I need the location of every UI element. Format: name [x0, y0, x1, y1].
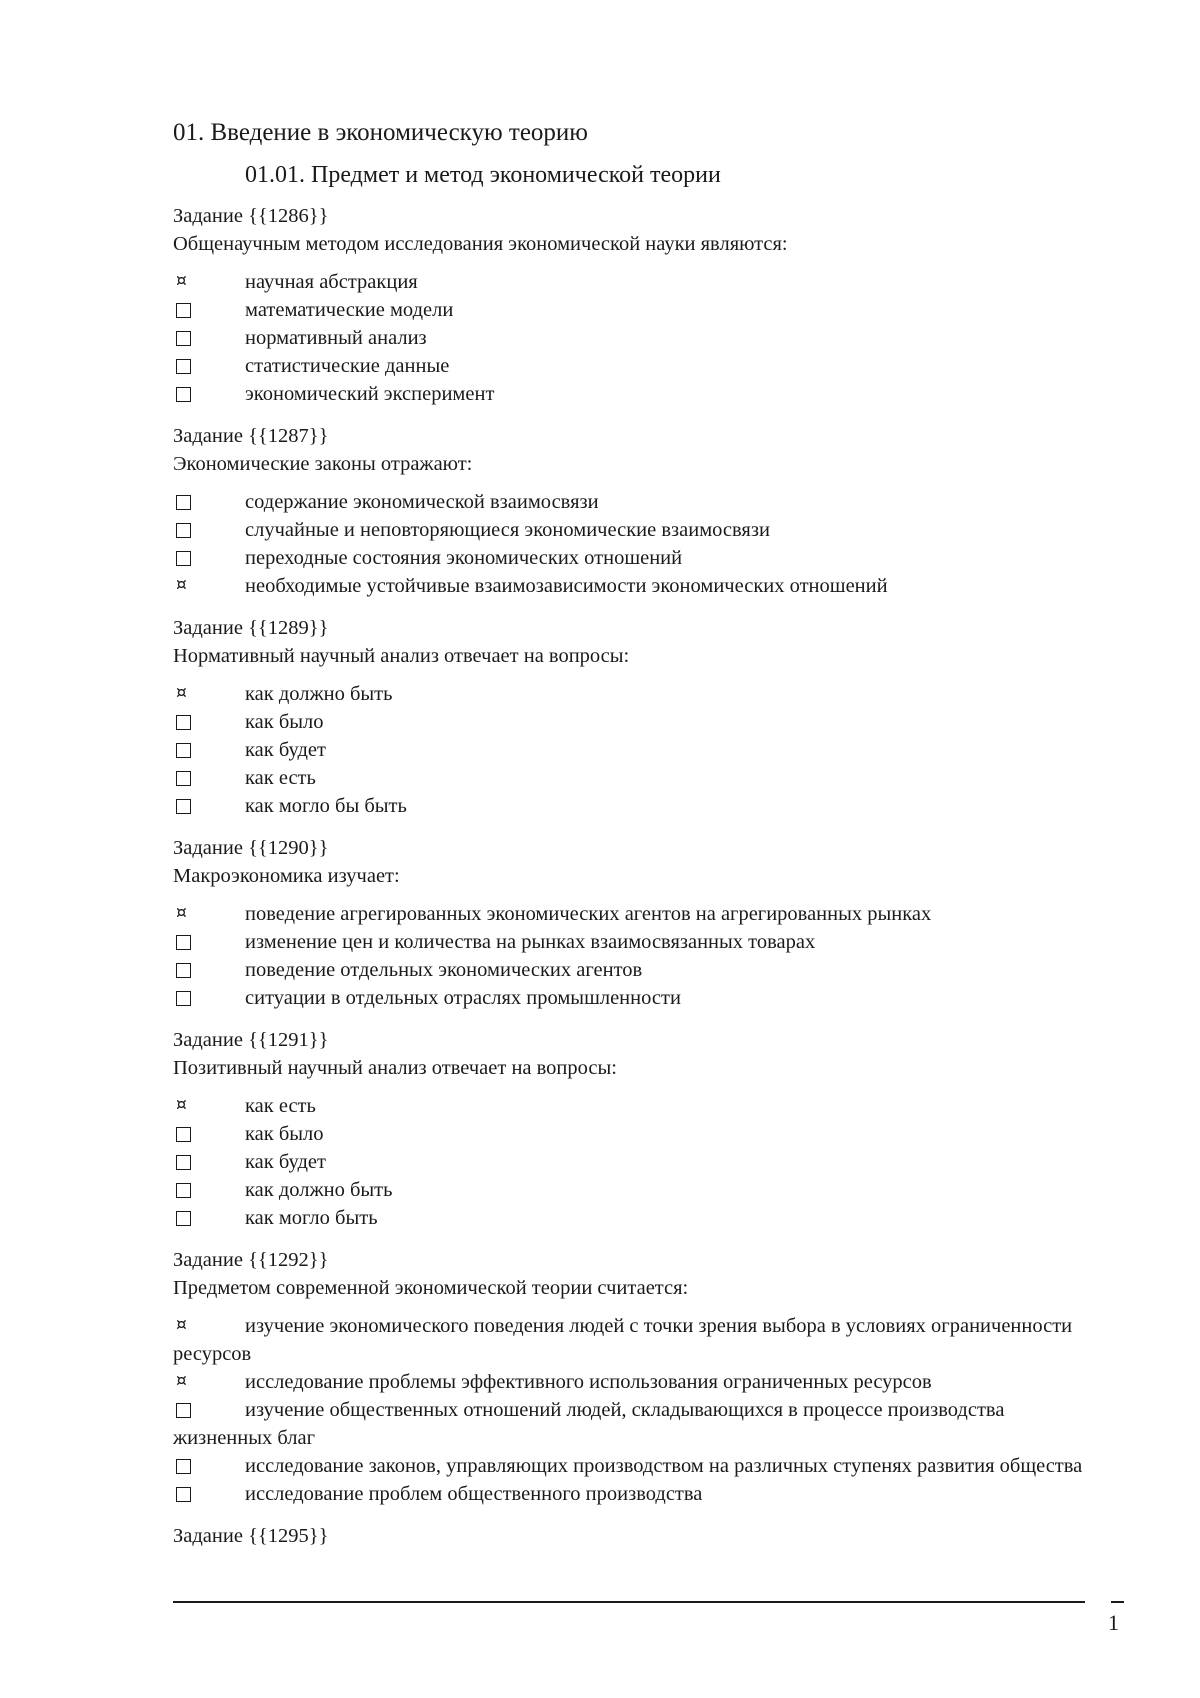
currency-sign-icon: ¤ — [176, 1315, 187, 1335]
option-text: изучение общественных отношений людей, складывающихся в процессе производства жизненных благ — [173, 1399, 1005, 1449]
option-text: экономический эксперимент — [245, 383, 495, 405]
option-text: содержание экономической взаимосвязи — [245, 491, 599, 513]
option-text: как было — [245, 711, 324, 733]
option-text: изучение экономического поведения людей с точки зрения выбора в условиях ограниченности ресурсов — [173, 1315, 1073, 1365]
option-text: как есть — [245, 767, 316, 789]
task-block — [173, 834, 1093, 1012]
option-text: как должно быть — [245, 1179, 393, 1201]
answer-option — [173, 1452, 1093, 1480]
answer-option — [173, 544, 1093, 572]
option-text: ситуации в отдельных отраслях промышленности — [245, 987, 681, 1009]
answer-option — [173, 572, 1093, 600]
answer-option — [173, 268, 1093, 296]
option-text: научная абстракция — [245, 271, 418, 293]
answer-option — [173, 900, 1093, 928]
task-label: Задание {{1295}} — [173, 1525, 329, 1547]
option-text: как будет — [245, 739, 326, 761]
task-block — [173, 614, 1093, 820]
answer-option — [173, 792, 1093, 820]
answer-option — [173, 1176, 1093, 1204]
task-block — [173, 1246, 1093, 1508]
subsection-heading: 01.01. Предмет и метод экономической теории — [245, 162, 721, 188]
answer-option — [173, 1396, 1093, 1452]
page-content — [173, 116, 1093, 1564]
currency-sign-icon: ¤ — [176, 1371, 187, 1391]
option-text: исследование проблем общественного производства — [245, 1483, 703, 1505]
option-text: как могло бы быть — [245, 795, 407, 817]
task-question: Экономические законы отражают: — [173, 453, 473, 475]
option-list — [173, 1312, 1093, 1508]
option-list — [173, 900, 1093, 1012]
answer-option — [173, 1120, 1093, 1148]
task-list — [173, 202, 1093, 1550]
answer-option — [173, 324, 1093, 352]
answer-option — [173, 352, 1093, 380]
answer-option — [173, 984, 1093, 1012]
task-question: Общенаучным методом исследования экономической науки являются: — [173, 233, 788, 255]
answer-option — [173, 680, 1093, 708]
task-label: Задание {{1291}} — [173, 1029, 329, 1051]
task-question: Макроэкономика изучает: — [173, 865, 400, 887]
currency-sign-icon: ¤ — [176, 271, 187, 291]
task-block — [173, 1026, 1093, 1232]
option-text: как должно быть — [245, 683, 393, 705]
option-list — [173, 680, 1093, 820]
answer-option — [173, 516, 1093, 544]
answer-option — [173, 1368, 1093, 1396]
answer-option — [173, 708, 1093, 736]
footer-rule — [173, 1601, 1085, 1603]
answer-option — [173, 1092, 1093, 1120]
option-list — [173, 268, 1093, 408]
answer-option — [173, 296, 1093, 324]
task-label: Задание {{1287}} — [173, 425, 329, 447]
option-text: поведение агрегированных экономических агентов на агрегированных рынках — [245, 903, 932, 925]
task-label: Задание {{1290}} — [173, 837, 329, 859]
option-text: поведение отдельных экономических агентов — [245, 959, 643, 981]
task-block — [173, 202, 1093, 408]
task-question: Позитивный научный анализ отвечает на вопросы: — [173, 1057, 617, 1079]
currency-sign-icon: ¤ — [176, 683, 187, 703]
answer-option — [173, 928, 1093, 956]
option-text: как могло быть — [245, 1207, 378, 1229]
answer-option — [173, 764, 1093, 792]
answer-option — [173, 1312, 1093, 1368]
option-text: случайные и неповторяющиеся экономические взаимосвязи — [245, 519, 770, 541]
task-question: Нормативный научный анализ отвечает на вопросы: — [173, 645, 630, 667]
answer-option — [173, 488, 1093, 516]
task-label: Задание {{1292}} — [173, 1249, 329, 1271]
answer-option — [173, 956, 1093, 984]
task-label: Задание {{1286}} — [173, 205, 329, 227]
option-text: исследование законов, управляющих производством на различных ступенях развития общества — [245, 1455, 1083, 1477]
task-question: Предметом современной экономической теории считается: — [173, 1277, 689, 1299]
option-text: переходные состояния экономических отношений — [245, 547, 683, 569]
option-text: математические модели — [245, 299, 454, 321]
option-text: как есть — [245, 1095, 316, 1117]
currency-sign-icon: ¤ — [176, 903, 187, 923]
task-block — [173, 422, 1093, 600]
option-text: статистические данные — [245, 355, 450, 377]
answer-option — [173, 1148, 1093, 1176]
page-number-rule — [1111, 1601, 1124, 1603]
option-text: изменение цен и количества на рынках взаимосвязанных товарах — [245, 931, 816, 953]
option-text: исследование проблемы эффективного использования ограниченных ресурсов — [245, 1371, 932, 1393]
answer-option — [173, 1204, 1093, 1232]
option-text: как будет — [245, 1151, 326, 1173]
option-text: нормативный анализ — [245, 327, 427, 349]
task-block — [173, 1522, 1093, 1550]
answer-option — [173, 1480, 1093, 1508]
task-label: Задание {{1289}} — [173, 617, 329, 639]
currency-sign-icon: ¤ — [176, 1095, 187, 1115]
answer-option — [173, 380, 1093, 408]
page-number: 1 — [1108, 1610, 1119, 1635]
section-heading: 01. Введение в экономическую теорию — [173, 119, 588, 146]
option-text: необходимые устойчивые взаимозависимости экономических отношений — [245, 575, 888, 597]
option-list — [173, 488, 1093, 600]
option-text: как было — [245, 1123, 324, 1145]
answer-option — [173, 736, 1093, 764]
option-list — [173, 1092, 1093, 1232]
currency-sign-icon: ¤ — [176, 575, 187, 595]
